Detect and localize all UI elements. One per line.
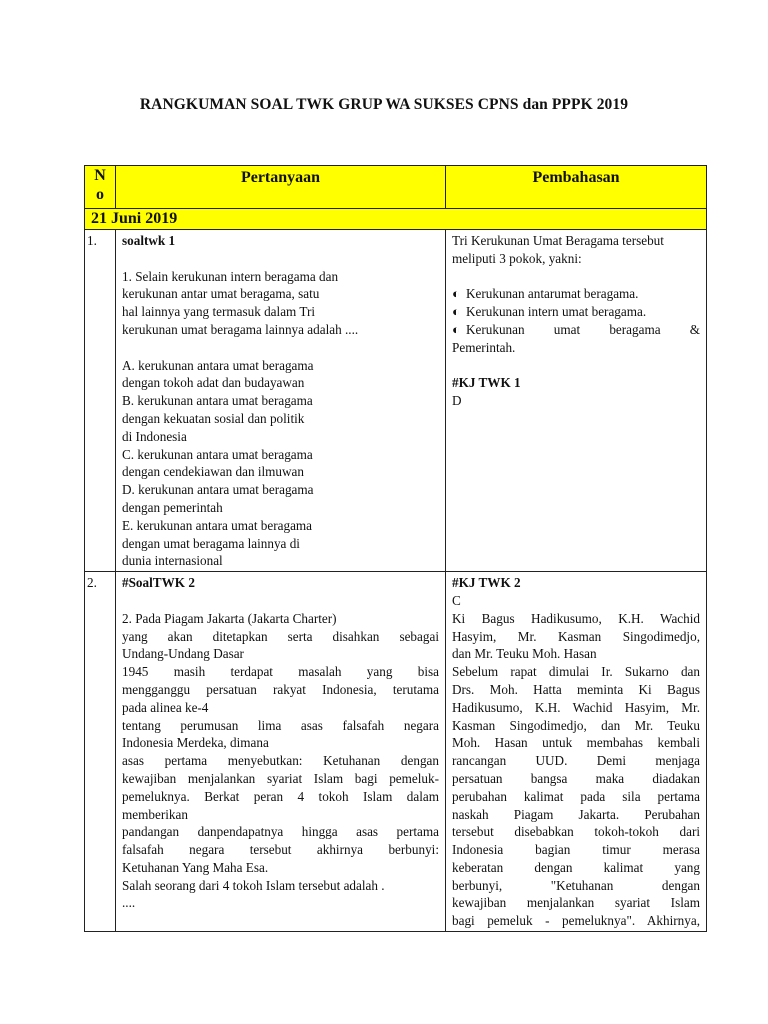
discussion-line: kewajiban menjalankan syariat Islam bbox=[452, 895, 700, 911]
question-line: 1945 masih terdapat masalah yang bisa bbox=[122, 664, 439, 680]
question-title: #SoalTWK 2 bbox=[122, 575, 195, 591]
discussion-line: meliputi 3 pokok, yakni: bbox=[452, 250, 582, 266]
discussion-line: Hasyim, Mr. Kasman Singodimedjo, bbox=[452, 628, 700, 644]
option-line: dengan tokoh adat dan budayawan bbox=[122, 375, 305, 391]
option-line: D. kerukunan antara umat beragama bbox=[122, 482, 314, 498]
question-line: Indonesia Merdeka, dimana bbox=[122, 735, 269, 751]
option-line: dunia internasional bbox=[122, 553, 223, 569]
discussion-line: berbunyi, "Ketuhanan dengan bbox=[452, 877, 700, 893]
question-line: mengganggu persatuan rakyat Indonesia, terutama bbox=[122, 681, 439, 697]
question-line: kerukunan umat beragama lainnya adalah .... bbox=[122, 321, 359, 337]
answer-value: D bbox=[452, 393, 462, 409]
discussion-line: rancangan UUD. Demi menjaga bbox=[452, 753, 700, 769]
question-line: falsafah negara tersebut akhirnya berbunyi: bbox=[122, 842, 439, 858]
discussion-line: dan Mr. Teuku Moh. Hasan bbox=[452, 646, 597, 662]
date-label: 21 Juni 2019 bbox=[85, 209, 707, 230]
option-line: dengan pemerintah bbox=[122, 499, 223, 515]
discussion-line: Sebelum rapat dimulai Ir. Sukarno dan bbox=[452, 664, 700, 680]
question-line: 1. Selain kerukunan intern beragama dan bbox=[122, 268, 339, 284]
date-row bbox=[85, 209, 707, 230]
header-question: Pertanyaan bbox=[116, 166, 446, 209]
bullet-item: ◐ Kerukunan umat beragama & bbox=[452, 321, 700, 337]
question-line: asas pertama menyebutkan: Ketuhanan dengan bbox=[122, 753, 439, 769]
question-cell bbox=[116, 572, 446, 932]
discussion-cell bbox=[446, 572, 707, 932]
discussion-cell bbox=[446, 230, 707, 572]
page-title: RANGKUMAN SOAL TWK GRUP WA SUKSES CPNS dan PPPK 2019 bbox=[139, 96, 629, 113]
bullet-icon: ◐ bbox=[452, 304, 460, 320]
question-line: kewajiban menjalankan syariat Islam bagi pemeluk- bbox=[122, 770, 439, 786]
header-no: N o bbox=[85, 166, 116, 209]
question-table bbox=[84, 165, 707, 932]
table-row bbox=[85, 572, 707, 932]
bullet-item: ◐ Kerukunan intern umat beragama. bbox=[452, 304, 647, 320]
discussion-line: perubahan kalimat pada sila pertama bbox=[452, 788, 700, 804]
question-line: hal lainnya yang termasuk dalam Tri bbox=[122, 304, 316, 320]
discussion-line: bagi pemeluk - pemeluknya". Akhirnya, bbox=[452, 913, 700, 929]
answer-key-label: #KJ TWK 1 bbox=[452, 375, 521, 391]
table-header-row bbox=[85, 166, 707, 209]
header-discussion: Pembahasan bbox=[446, 166, 707, 209]
question-line: .... bbox=[122, 895, 136, 911]
discussion-line: naskah Piagam Jakarta. Perubahan bbox=[452, 806, 700, 822]
question-line: Ketuhanan Yang Maha Esa. bbox=[122, 859, 269, 875]
option-line: dengan umat beragama lainnya di bbox=[122, 535, 300, 551]
option-line: di Indonesia bbox=[122, 428, 187, 444]
question-line: memberikan bbox=[122, 806, 188, 822]
question-line: Undang-Undang Dasar bbox=[122, 646, 244, 662]
bullet-icon: ◐ bbox=[452, 321, 460, 337]
answer-key-label: #KJ TWK 2 bbox=[452, 575, 521, 591]
discussion-line: Tri Kerukunan Umat Beragama tersebut bbox=[452, 233, 664, 248]
bullet-item: ◐ Kerukunan antarumat beragama. bbox=[452, 286, 639, 302]
answer-value: C bbox=[452, 592, 461, 608]
discussion-line: Indonesia bagian timur merasa bbox=[452, 842, 700, 858]
option-line: B. kerukunan antara umat beragama bbox=[122, 393, 313, 409]
discussion-line: Pemerintah. bbox=[452, 339, 516, 355]
row-number: 1. bbox=[85, 230, 116, 572]
row-number: 2. bbox=[85, 572, 116, 932]
discussion-line: Moh. Hasan untuk membahas kembali bbox=[452, 735, 700, 751]
option-line: A. kerukunan antara umat beragama bbox=[122, 357, 314, 373]
option-line: E. kerukunan antara umat beragama bbox=[122, 517, 313, 533]
question-line: kerukunan antar umat beragama, satu bbox=[122, 286, 320, 302]
option-line: dengan cendekiawan dan ilmuwan bbox=[122, 464, 304, 480]
question-line: pemeluknya. Berkat peran 4 tokoh Islam dalam bbox=[122, 788, 439, 804]
question-line: tentang perumusan lima asas falsafah negara bbox=[122, 717, 439, 733]
discussion-line: persatuan bangsa maka diadakan bbox=[452, 770, 700, 786]
question-line: pada alinea ke-4 bbox=[122, 699, 209, 715]
option-line: dengan kekuatan sosial dan politik bbox=[122, 410, 305, 426]
question-line: 2. Pada Piagam Jakarta (Jakarta Charter) bbox=[122, 610, 337, 626]
bullet-icon: ◐ bbox=[452, 286, 460, 302]
question-line: yang akan ditetapkan serta disahkan sebagai bbox=[122, 628, 439, 644]
discussion-line: Kasman Singodimedjo, dan Mr. Teuku bbox=[452, 717, 700, 733]
option-line: C. kerukunan antara umat beragama bbox=[122, 446, 313, 462]
discussion-line: tersebut disebabkan tokoh-tokoh dari bbox=[452, 824, 700, 840]
discussion-line: Drs. Moh. Hatta meminta Ki Bagus bbox=[452, 681, 700, 697]
question-cell bbox=[116, 230, 446, 572]
question-line: Salah seorang dari 4 tokoh Islam tersebut adalah . bbox=[122, 877, 385, 893]
question-line: pandangan danpendapatnya hingga asas pertama bbox=[122, 824, 439, 840]
table-row bbox=[85, 230, 707, 572]
discussion-line: Ki Bagus Hadikusumo, K.H. Wachid bbox=[452, 610, 700, 626]
question-title: soaltwk 1 bbox=[122, 233, 176, 248]
discussion-line: Hadikusumo, K.H. Wachid Hasyim, Mr. bbox=[452, 699, 700, 715]
discussion-line: keberatan dengan kalimat yang bbox=[452, 859, 700, 875]
